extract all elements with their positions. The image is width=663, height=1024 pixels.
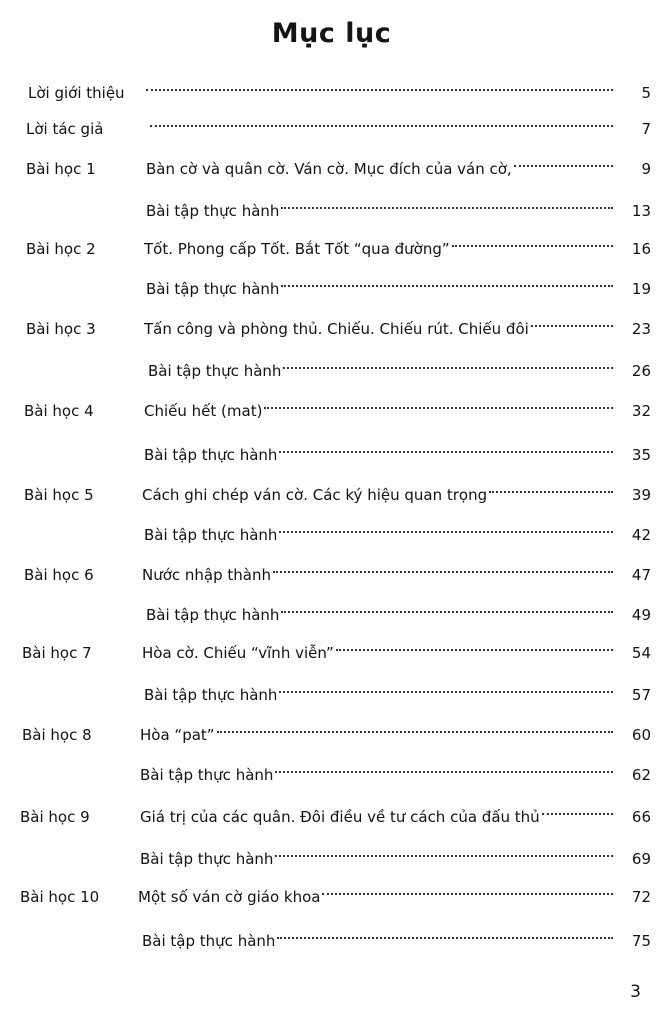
- toc-row: [0, 522, 663, 548]
- toc-entry: [144, 522, 613, 548]
- toc-entry: [142, 640, 613, 666]
- toc-entry: [144, 236, 613, 262]
- toc-entry-label: Bài học 3: [26, 320, 96, 338]
- toc-page-number: 69: [631, 850, 651, 868]
- toc-entry-label: Bài học 5: [24, 486, 94, 504]
- toc-entry: [140, 846, 613, 872]
- toc-entry-label: Bài học 6: [24, 566, 94, 584]
- toc-row: [0, 482, 663, 508]
- toc-row: [0, 640, 663, 666]
- dot-leader: [531, 316, 613, 327]
- toc-entry-label: Bài học 9: [20, 808, 90, 826]
- toc-page-number: 35: [631, 446, 651, 464]
- toc-entry-label: Lời tác giả: [26, 120, 104, 138]
- toc-row: [0, 804, 663, 830]
- toc-page-number: 32: [631, 402, 651, 420]
- toc-page-number: 49: [631, 606, 651, 624]
- toc-entry: [144, 80, 613, 96]
- dot-leader: [279, 442, 613, 453]
- dot-leader: [336, 640, 613, 651]
- toc-entry-title: Giá trị của các quân. Đôi điều về tư cách của đấu thủ: [140, 808, 540, 826]
- toc-page-number: 54: [631, 644, 651, 662]
- toc-page-number: 26: [631, 362, 651, 380]
- toc-entry-title: Bài tập thực hành: [144, 526, 278, 544]
- toc-entry: [140, 722, 613, 748]
- toc-row: [0, 762, 663, 788]
- dot-leader: [514, 156, 613, 167]
- toc-entry-title: Một số ván cờ giáo khoa: [138, 888, 321, 906]
- toc-row: [0, 602, 663, 628]
- toc-entry-title: Hòa cờ. Chiếu “vĩnh viễn”: [142, 644, 334, 662]
- toc-row: [0, 846, 663, 872]
- toc-row: [0, 316, 663, 342]
- toc-row: [0, 358, 663, 384]
- dot-leader: [275, 762, 613, 773]
- toc-page-number: 72: [631, 888, 651, 906]
- toc-entry-title: Bài tập thực hành: [146, 280, 280, 298]
- toc-entry-title: Tấn công và phòng thủ. Chiếu. Chiếu rút. Chiếu đôi: [144, 320, 529, 338]
- toc-entry-title: Bài tập thực hành: [148, 362, 282, 380]
- toc-row: [0, 884, 663, 910]
- dot-leader: [264, 398, 613, 409]
- toc-entry-label: Bài học 7: [22, 644, 92, 662]
- toc-page-number: 57: [631, 686, 651, 704]
- toc-entry: [142, 482, 613, 508]
- toc-entry: [142, 562, 613, 588]
- toc-entry-title: Bài tập thực hành: [146, 202, 280, 220]
- dot-leader: [489, 482, 613, 493]
- toc-entry-title: Bài tập thực hành: [142, 932, 276, 950]
- toc-entry-title: Bài tập thực hành: [140, 766, 274, 784]
- toc-entry: [146, 602, 613, 628]
- toc-entry-label: Bài học 8: [22, 726, 92, 744]
- toc-page-number: 39: [631, 486, 651, 504]
- toc-entry: [144, 442, 613, 468]
- toc-page-number: 66: [631, 808, 651, 826]
- toc-entry-title: Nước nhập thành: [142, 566, 272, 584]
- dot-leader: [322, 884, 613, 895]
- toc-entry-title: Bài tập thực hành: [144, 686, 278, 704]
- toc-row: [0, 722, 663, 748]
- toc-entry-title: Bài tập thực hành: [146, 606, 280, 624]
- toc-row: [0, 442, 663, 468]
- dot-leader: [283, 358, 613, 369]
- toc-entry-title: Chiếu hết (mat): [144, 402, 263, 420]
- toc-entry-label: Lời giới thiệu: [28, 84, 125, 102]
- toc-page-number: 13: [631, 202, 651, 220]
- dot-leader: [217, 722, 613, 733]
- toc-entry-label: Bài học 4: [24, 402, 94, 420]
- dot-leader: [452, 236, 613, 247]
- dot-leader: [281, 276, 613, 287]
- dot-leader: [279, 682, 613, 693]
- toc-page-number: 5: [641, 84, 651, 102]
- toc-entry-title: Bàn cờ và quân cờ. Ván cờ. Mục đích của ván cờ,: [146, 160, 512, 178]
- toc-entry: [144, 682, 613, 708]
- dot-leader: [279, 522, 613, 533]
- toc-entry: [146, 198, 613, 224]
- toc-row: [0, 276, 663, 302]
- toc-row: [0, 116, 663, 142]
- toc-row: [0, 156, 663, 182]
- toc-page-number: 62: [631, 766, 651, 784]
- toc-row: [0, 80, 663, 106]
- toc-entry-label: Bài học 1: [26, 160, 96, 178]
- toc-entry-label: Bài học 10: [20, 888, 100, 906]
- toc-page-number: 60: [631, 726, 651, 744]
- toc-entry: [144, 398, 613, 424]
- dot-leader: [275, 846, 613, 857]
- dot-leader: [146, 80, 613, 91]
- toc-page-number: 16: [631, 240, 651, 258]
- toc-entry-label: Bài học 2: [26, 240, 96, 258]
- toc-page-number: 19: [631, 280, 651, 298]
- toc-row: [0, 398, 663, 424]
- toc-entry-title: Cách ghi chép ván cờ. Các ký hiệu quan trọng: [142, 486, 488, 504]
- toc-entry: [138, 884, 613, 910]
- toc-entry-title: Tốt. Phong cấp Tốt. Bắt Tốt “qua đường”: [144, 240, 450, 258]
- toc-row: [0, 236, 663, 262]
- toc-page-number: 23: [631, 320, 651, 338]
- dot-leader: [150, 116, 613, 127]
- toc-entry-title: Bài tập thực hành: [140, 850, 274, 868]
- toc-row: [0, 562, 663, 588]
- toc-row: [0, 198, 663, 224]
- toc-page-number: 42: [631, 526, 651, 544]
- toc-row: [0, 928, 663, 954]
- toc-entry-title: Hòa “pat”: [140, 726, 215, 744]
- page-number: 3: [630, 982, 641, 1002]
- toc-page-number: 7: [641, 120, 651, 138]
- dot-leader: [281, 602, 613, 613]
- toc-page-number: 75: [631, 932, 651, 950]
- page-title: Mục lục: [271, 18, 392, 49]
- toc-row: [0, 682, 663, 708]
- toc-entry-title: Bài tập thực hành: [144, 446, 278, 464]
- toc-entry: [148, 116, 613, 132]
- toc-entry: [146, 276, 613, 302]
- toc-page-number: 9: [641, 160, 651, 178]
- toc-entry: [146, 156, 613, 182]
- dot-leader: [542, 804, 613, 815]
- toc-entry: [140, 804, 613, 830]
- toc-entry: [140, 762, 613, 788]
- toc-entry: [144, 316, 613, 342]
- dot-leader: [277, 928, 613, 939]
- dot-leader: [281, 198, 613, 209]
- toc-entry: [148, 358, 613, 384]
- toc-page-number: 47: [631, 566, 651, 584]
- toc-entry: [142, 928, 613, 954]
- dot-leader: [273, 562, 613, 573]
